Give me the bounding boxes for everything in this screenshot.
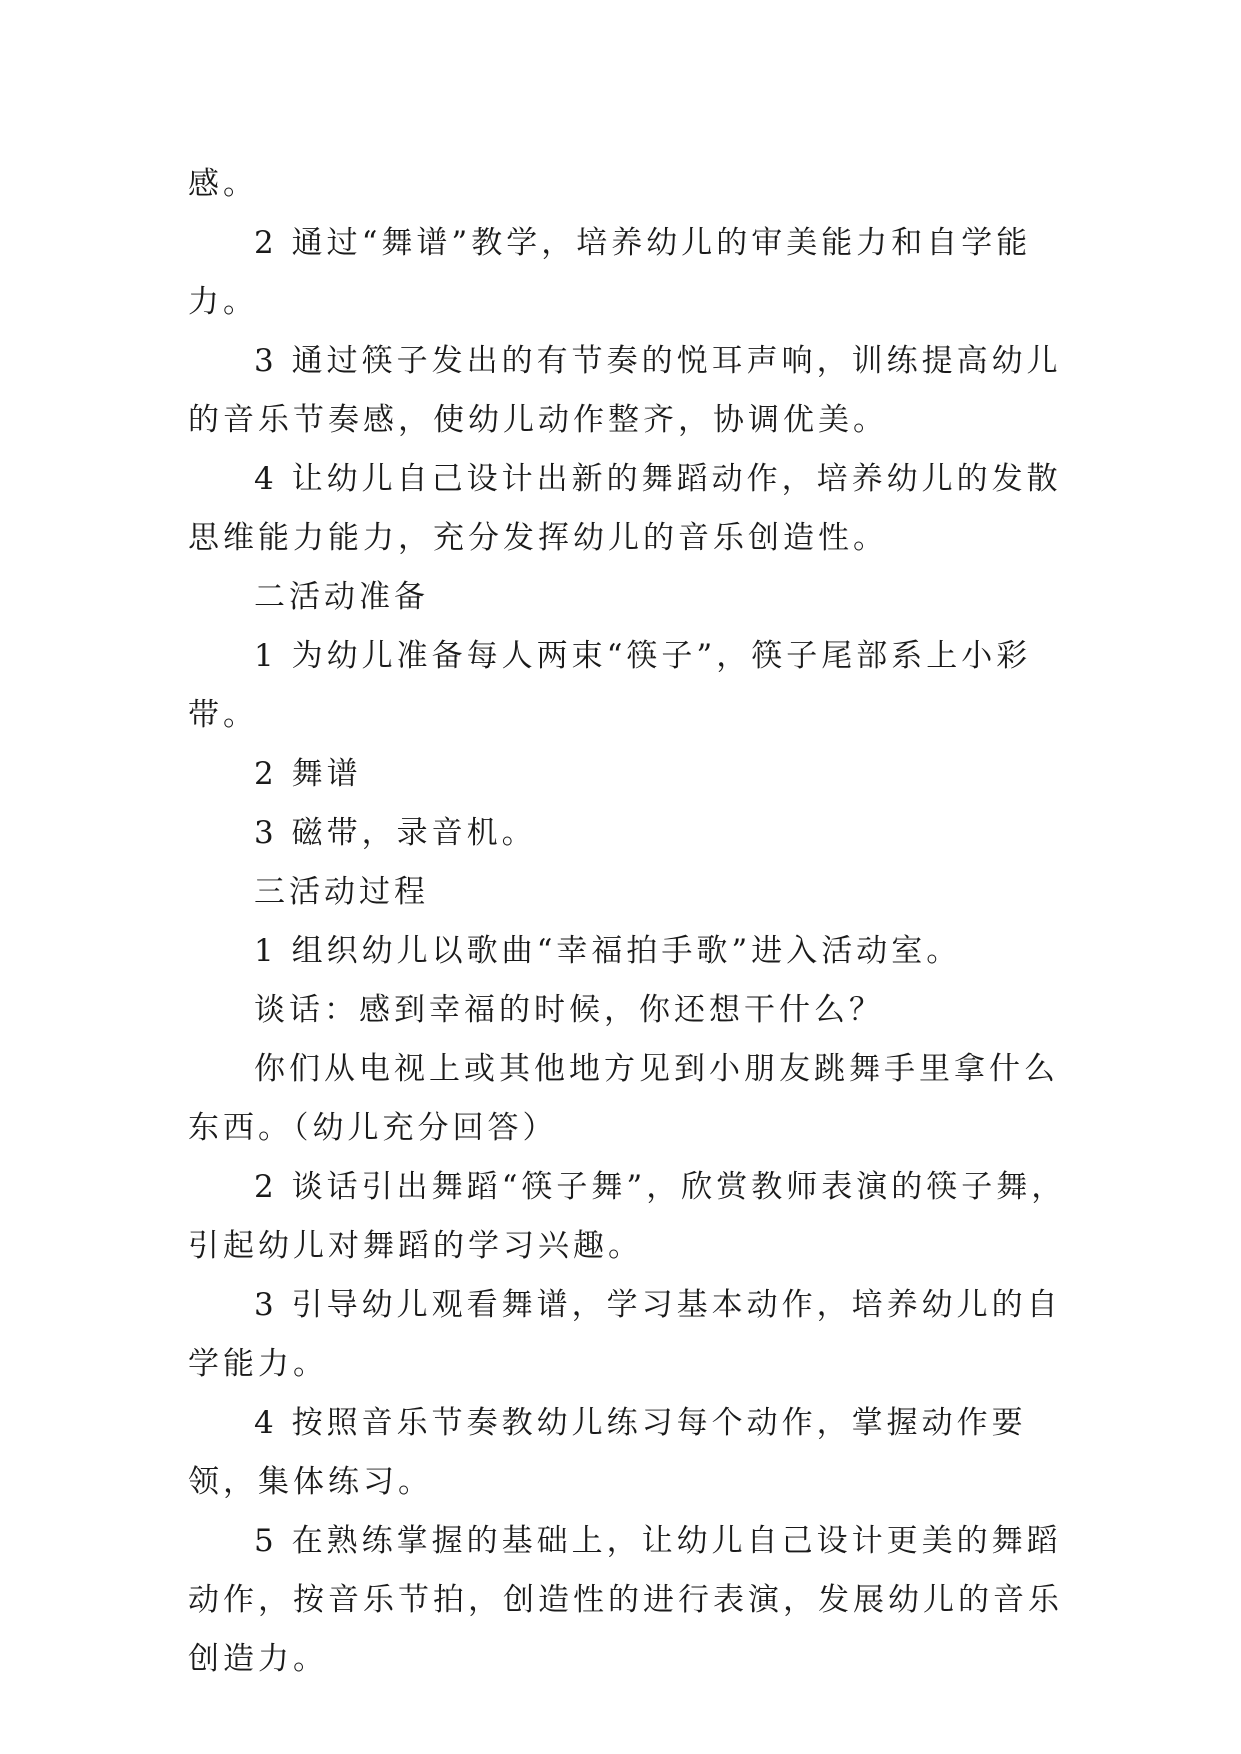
document-body: [188, 155, 1068, 1689]
paragraph-talk: 谈话：感到幸福的时候，你还想干什么？: [254, 992, 884, 1028]
paragraph-process-1: 1 组织幼儿以歌曲“幸福拍手歌”进入活动室。: [254, 933, 962, 969]
section-heading-process: 三活动过程: [254, 874, 429, 910]
paragraph-prep-1: 1 为幼儿准备每人两束“筷子”，筷子尾部系上小彩带。: [188, 638, 1032, 733]
paragraph-prep-3: 3 磁带，录音机。: [254, 815, 537, 851]
section-heading-preparation: 二活动准备: [254, 579, 429, 615]
paragraph-question: 你们从电视上或其他地方见到小朋友跳舞手里拿什么东西。（幼儿充分回答）: [188, 1051, 1059, 1146]
paragraph-prep-2: 2 舞谱: [254, 756, 362, 792]
paragraph-process-3: 3 引导幼儿观看舞谱，学习基本动作，培养幼儿的自学能力。: [188, 1287, 1062, 1382]
paragraph-goal-2: 2 通过“舞谱”教学，培养幼儿的审美能力和自学能力。: [188, 225, 1032, 320]
paragraph-process-4: 4 按照音乐节奏教幼儿练习每个动作，掌握动作要领，集体练习。: [188, 1405, 1027, 1500]
paragraph-process-5: 5 在熟练掌握的基础上，让幼儿自己设计更美的舞蹈动作，按音乐节拍，创造性的进行表演，发展幼儿的音乐创造力。: [188, 1523, 1063, 1677]
paragraph-goal-4: 4 让幼儿自己设计出新的舞蹈动作，培养幼儿的发散思维能力能力，充分发挥幼儿的音乐创造性。: [188, 461, 1062, 556]
paragraph-process-2: 2 谈话引出舞蹈“筷子舞”，欣赏教师表演的筷子舞，引起幼儿对舞蹈的学习兴趣。: [188, 1169, 1067, 1264]
paragraph-goal-3: 3 通过筷子发出的有节奏的悦耳声响，训练提高幼儿的音乐节奏感，使幼儿动作整齐，协调优美。: [188, 343, 1062, 438]
paragraph-continuation: 感。: [188, 166, 258, 202]
